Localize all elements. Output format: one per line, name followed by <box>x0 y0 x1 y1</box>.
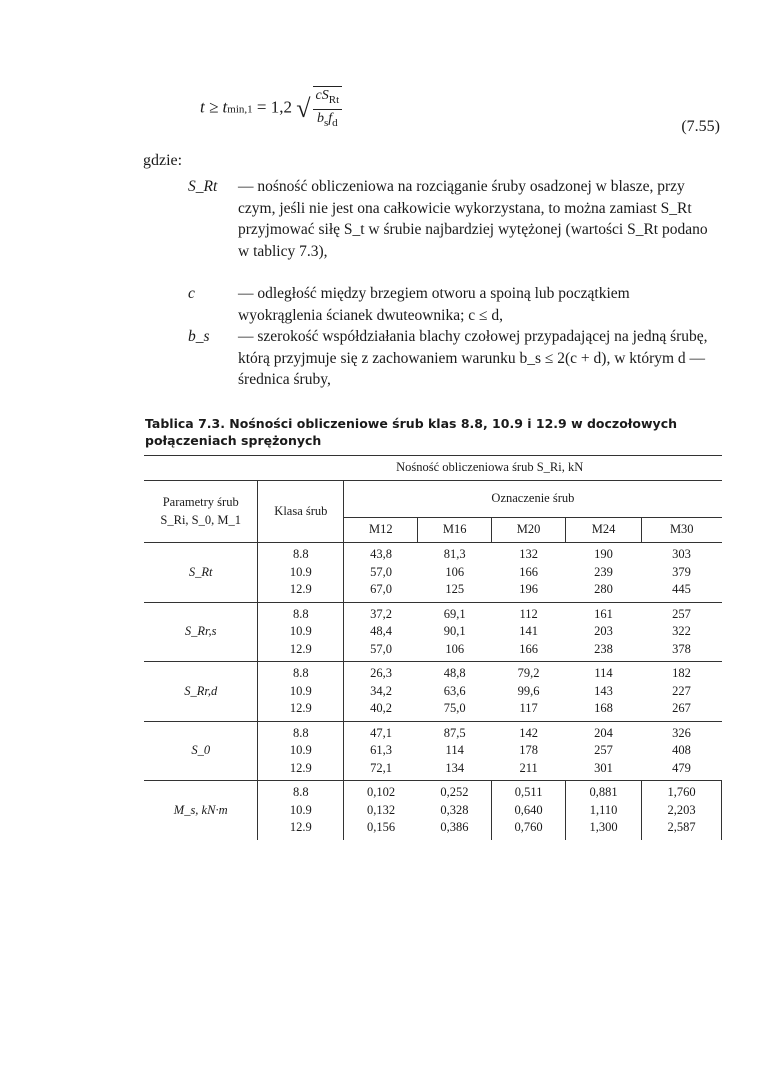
cell-value: 303 379 445 <box>642 543 722 603</box>
header-capacity: Nośność obliczeniowa śrub S_Ri, kN <box>258 456 722 481</box>
row-param: S_Rr,s <box>144 602 258 662</box>
header-bolt: M30 <box>642 518 722 543</box>
cell-value: 0,881 1,110 1,300 <box>566 781 642 840</box>
header-bolt: M24 <box>566 518 642 543</box>
formula-denominator-sub: s <box>324 116 329 129</box>
cell-value: 87,5 114 134 <box>418 721 492 781</box>
cell-value: 69,1 90,1 106 <box>418 602 492 662</box>
header-bolt-designation: Oznaczenie śrub <box>344 481 722 518</box>
cell-value: 79,2 99,6 117 <box>492 662 566 722</box>
formula-lhs-sub: min,1 <box>227 103 253 116</box>
definition-bs <box>148 326 708 391</box>
bolt-capacity-table <box>144 455 722 840</box>
row-classes: 8.8 10.9 12.9 <box>258 662 344 722</box>
cell-value: 0,102 0,132 0,156 <box>366 785 396 834</box>
cell-value: 26,3 34,2 40,2 <box>344 662 418 722</box>
cell-value: 37,2 48,4 57,0 <box>344 602 418 662</box>
formula-fraction <box>313 87 343 132</box>
formula-lhs: t ≥ t <box>200 97 228 117</box>
cell-value: 47,1 61,3 72,1 <box>344 721 418 781</box>
cell-value: 142 178 211 <box>492 721 566 781</box>
formula-coefficient: = 1,2 <box>256 97 292 117</box>
header-parameters: Parametry śrub S_Ri, S_0, M_1 <box>144 481 258 543</box>
row-classes: 8.8 10.9 12.9 <box>258 602 344 662</box>
formula-denominator-tail-sub: d <box>332 116 338 129</box>
row-param: M_s, kN·m <box>173 802 228 817</box>
cell-value: 48,8 63,6 75,0 <box>418 662 492 722</box>
cell-value: 190 239 280 <box>566 543 642 603</box>
definition-text: — odległość między brzegiem otworu a spoiną lub początkiem wyokrąglenia ścianek dwuteownika; c ≤ d, <box>238 285 630 324</box>
header-bolt: M20 <box>492 518 566 543</box>
equation-number: (7.55) <box>681 118 720 135</box>
cell-value: 81,3 106 125 <box>418 543 492 603</box>
row-classes: 8.8 10.9 12.9 <box>258 543 344 603</box>
cell-value: 0,511 0,640 0,760 <box>492 781 566 840</box>
definition-srt <box>148 176 708 262</box>
cell-value: 132 166 196 <box>492 543 566 603</box>
cell-value: 1,760 2,203 2,587 <box>642 781 722 840</box>
header-class: Klasa śrub <box>258 481 344 543</box>
table-row <box>144 543 722 603</box>
row-param: S_Rt <box>144 543 258 603</box>
row-classes: 8.8 10.9 12.9 <box>258 781 344 840</box>
cell-value: 257 322 378 <box>642 602 722 662</box>
row-param: S_0 <box>144 721 258 781</box>
cell-value: 204 257 301 <box>566 721 642 781</box>
cell-value: 182 227 267 <box>642 662 722 722</box>
cell-value: 114 143 168 <box>566 662 642 722</box>
definition-text: — nośność obliczeniowa na rozciąganie śruby osadzonej w blasze, przy czym, jeśli nie jest ona całkowicie wykorzystana, to można zamiast S_Rt przyjmować siłę S_t w śrubie najbardziej wytężonej (wartości S_Rt podano w tablicy 7.3), <box>238 178 708 260</box>
table-caption: Tablica 7.3. Nośności obliczeniowe śrub klas 8.8, 10.9 i 12.9 w doczołowych połączeniach sprężonych <box>145 416 678 448</box>
definition-symbol: S_Rt <box>188 178 218 195</box>
definition-c <box>148 283 708 326</box>
cell-value: 0,252 0,328 0,386 <box>440 785 469 834</box>
table-row <box>144 721 722 781</box>
table-row <box>144 781 722 840</box>
definition-text: — szerokość współdziałania blachy czołowej przypadającej na jedną śrubę, którą przyjmuje się z zachowaniem warunku b_s ≤ 2(c + d), w którym d — średnica śruby, <box>238 328 708 388</box>
formula-numerator-sub: Rt <box>328 93 340 106</box>
formula-7-55 <box>200 86 342 132</box>
definition-symbol: c <box>188 285 195 302</box>
formula-denominator-tail: f <box>328 110 333 126</box>
sqrt-radicand <box>313 86 343 132</box>
cell-value: 43,8 57,0 67,0 <box>344 543 418 603</box>
header-bolt: M12 <box>344 518 418 543</box>
row-param: S_Rr,d <box>144 662 258 722</box>
sqrt-sign: √ <box>296 93 311 123</box>
formula-denominator: b <box>317 110 324 126</box>
definition-symbol: b_s <box>188 328 210 345</box>
formula-numerator: cS <box>315 88 329 103</box>
cell-value: 161 203 238 <box>566 602 642 662</box>
where-label: gdzie: <box>143 152 183 169</box>
table-row <box>144 662 722 722</box>
cell-value: 112 141 166 <box>492 602 566 662</box>
header-bolt: M16 <box>418 518 492 543</box>
table-row <box>144 602 722 662</box>
cell-value: 326 408 479 <box>642 721 722 781</box>
header-empty-left <box>144 456 258 481</box>
row-classes: 8.8 10.9 12.9 <box>258 721 344 781</box>
